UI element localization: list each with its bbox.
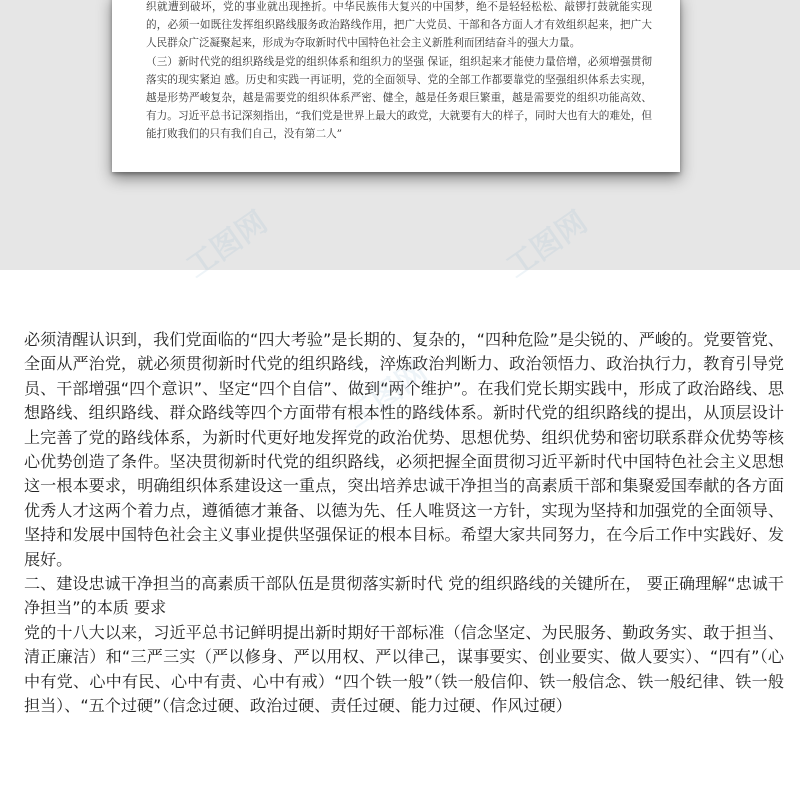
body-paragraph-1: 必须清醒认识到，我们党面临的“四大考验”是长期的、复杂的，“四种危险”是尖锐的、严峻的。党要管党、全面从严治党，就必须贯彻新时代党的组织路线，淬炼政治判断力、政治领悟力、政治执行力，教育引导党员、干部增强“四个意识”、坚定“四个自信”、做到“两个维护”。在我们党长期实践中，形成了政治路线、思想路线、组织路线、群众路线等四个方面带有根本性的路线体系。新时代党的组织路线的提出，从顶层设计上完善了党的路线体系，为新时代更好地发挥党的政治优势、思想优势、组织优势和密切联系群众优势等核心优势创造了条件。坚决贯彻新时代党的组织路线，必须把握全面贯彻习近平新时代中国特色社会主义思想这一根本要求，明确组织体系建设这一重点，突出培养忠诚干净担当的高素质干部和集聚爱国奉献的各方面优秀人才这两个着力点，遵循德才兼备、以德为先、任人唯贤这一方针，实现为坚持和加强党的全面领导、坚持和发展中国特色社会主义事业提供坚强保证的根本目标。希望大家共同努力，在今后工作中实践好、发展好。 xyxy=(24,330,784,569)
watermark-logo: 工图网 xyxy=(340,354,434,436)
watermark-logo: 工图网 xyxy=(500,204,594,286)
card-paragraph-2: （三）新时代党的组织路线是党的组织体系和组织力的坚强 保证，组织起来才能使力量倍增，必须增强贯彻落实的现实紧迫 感。历史和实践一再证明，党的全面领导、党的全部工作都要靠党的坚强组织体系去实现，越是形势严峻复杂，越是需要党的组织体系严密、健全，越是任务艰巨繁重，越是需要党的组织功能高效、有力。习近平总书记深刻指出，“我们党是世界上最大的政党，大就要有大的样子，同时大也有大的难处，但能打败我们的只有我们自己，没有第二人” xyxy=(146,55,652,141)
watermark-logo: 工图网 xyxy=(180,204,274,286)
body-paragraph-2: 党的十八大以来，习近平总书记鲜明提出新时期好干部标准（信念坚定、为民服务、勤政务实、敢于担当、清正廉洁）和“三严三实（严以修身、严以用权、严以律己，谋事要实、创业要实、做人要实）、“四有”（心中有党、心中有民、心中有责、心中有戒）“四个铁一般”（铁一般信仰、铁一般信念、铁一般纪律、铁一般担当）、“五个过硬”（信念过硬、政治过硬、责任过硬、能力过硬、作风过硬） xyxy=(24,622,784,716)
section-heading: 二、建设忠诚干净担当的高素质干部队伍是贯彻落实新时代 党的组织路线的关键所在， 要正确理解“忠诚干净担当”的本质 要求 xyxy=(24,574,784,618)
document-preview-card xyxy=(112,0,680,172)
card-paragraph-1: 织就遭到破坏，党的事业就出现挫折。中华民族伟大复兴的中国梦，绝不是轻轻松松、敲锣打鼓就能实现的，必须一如既往发挥组织路线服务政治路线作用，把广大党员、干部和各方面人才有效组织起来，把广大人民群众广泛凝聚起来，形成为夺取新时代中国特色社会主义新胜利而团结奋斗的强大力量。 xyxy=(146,1,652,50)
article-body xyxy=(24,328,784,719)
